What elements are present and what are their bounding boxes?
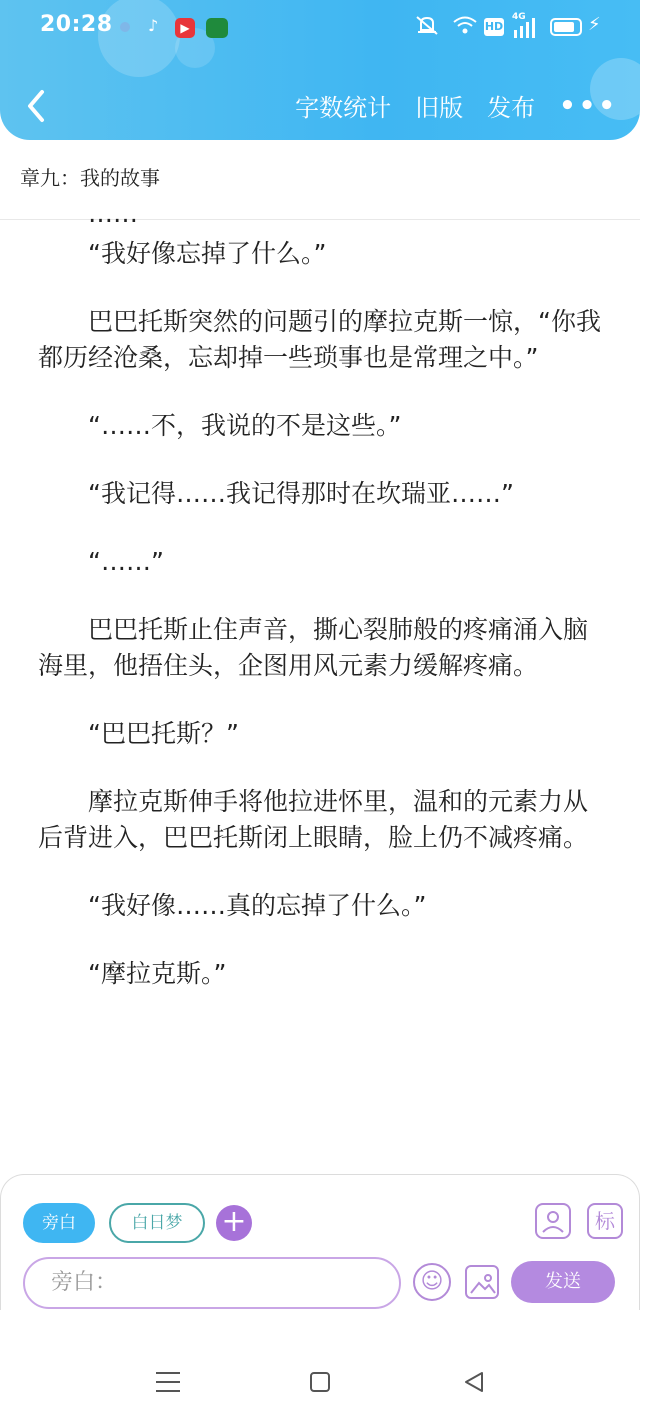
old-version-button[interactable]: 旧版 xyxy=(415,94,464,122)
battery-icon xyxy=(550,18,582,36)
wifi-icon xyxy=(452,14,478,40)
paragraph: 摩拉克斯伸手将他拉进怀里，温和的元素力从后背进入，巴巴托斯闭上眼睛，脸上仍不减疼痛。 xyxy=(38,787,589,852)
top-app-bar xyxy=(0,0,640,140)
hd-badge: HD xyxy=(484,18,504,36)
chip-daydream[interactable]: 白日梦 xyxy=(109,1203,205,1243)
mute-icon xyxy=(414,14,440,40)
menu-icon[interactable] xyxy=(156,1372,180,1399)
network-type: 4G xyxy=(512,12,526,22)
message-input[interactable]: 旁白： xyxy=(23,1257,401,1309)
publish-button[interactable]: 发布 xyxy=(487,94,536,122)
paragraph: “……” xyxy=(88,547,164,576)
send-button[interactable]: 发送 xyxy=(511,1261,615,1303)
chapter-title: 章九：我的故事 xyxy=(0,140,640,220)
paragraph: 巴巴托斯止住声音，撕心裂肺般的疼痛涌入脑海里，他捂住头，企图用风元素力缓解疼痛。 xyxy=(38,615,589,680)
system-nav-bar xyxy=(0,1310,640,1422)
word-count-button[interactable]: 字数统计 xyxy=(295,94,392,122)
music-icon: ♪ xyxy=(148,16,159,35)
paragraph: “我好像忘掉了什么。” xyxy=(88,239,327,268)
paragraph: “我好像……真的忘掉了什么。” xyxy=(88,891,427,920)
partial-line: …… xyxy=(88,199,138,228)
emoji-icon[interactable]: ☺ xyxy=(413,1263,451,1301)
back-triangle-icon[interactable] xyxy=(462,1370,486,1398)
home-icon[interactable] xyxy=(310,1372,330,1392)
image-icon[interactable] xyxy=(465,1265,499,1299)
story-content[interactable] xyxy=(0,199,640,1170)
paragraph: 巴巴托斯突然的问题引的摩拉克斯一惊，“你我都历经沧桑，忘却掉一些琐事也是常理之中。” xyxy=(38,307,601,372)
more-menu-icon[interactable]: ••• xyxy=(559,90,618,121)
paragraph: “摩拉克斯。” xyxy=(88,959,227,988)
charging-icon: ⚡ xyxy=(588,14,601,35)
mark-button[interactable]: 标 xyxy=(587,1203,623,1239)
paragraph: “我记得……我记得那时在坎瑞亚……” xyxy=(88,479,514,508)
character-icon[interactable] xyxy=(535,1203,571,1239)
header-actions xyxy=(295,88,618,123)
paragraph: “……不，我说的不是这些。” xyxy=(88,411,402,440)
back-button[interactable] xyxy=(22,84,52,128)
video-app-icon: ▶ xyxy=(175,18,195,38)
add-role-button[interactable]: + xyxy=(216,1205,252,1241)
chevron-left-icon xyxy=(22,84,52,128)
store-app-icon xyxy=(206,18,228,38)
chip-narration[interactable]: 旁白 xyxy=(23,1203,95,1243)
app-dot-icon xyxy=(116,18,136,38)
composer-panel xyxy=(0,1174,640,1310)
paragraph: “巴巴托斯？” xyxy=(88,719,239,748)
status-time: 20:28 xyxy=(40,12,113,37)
